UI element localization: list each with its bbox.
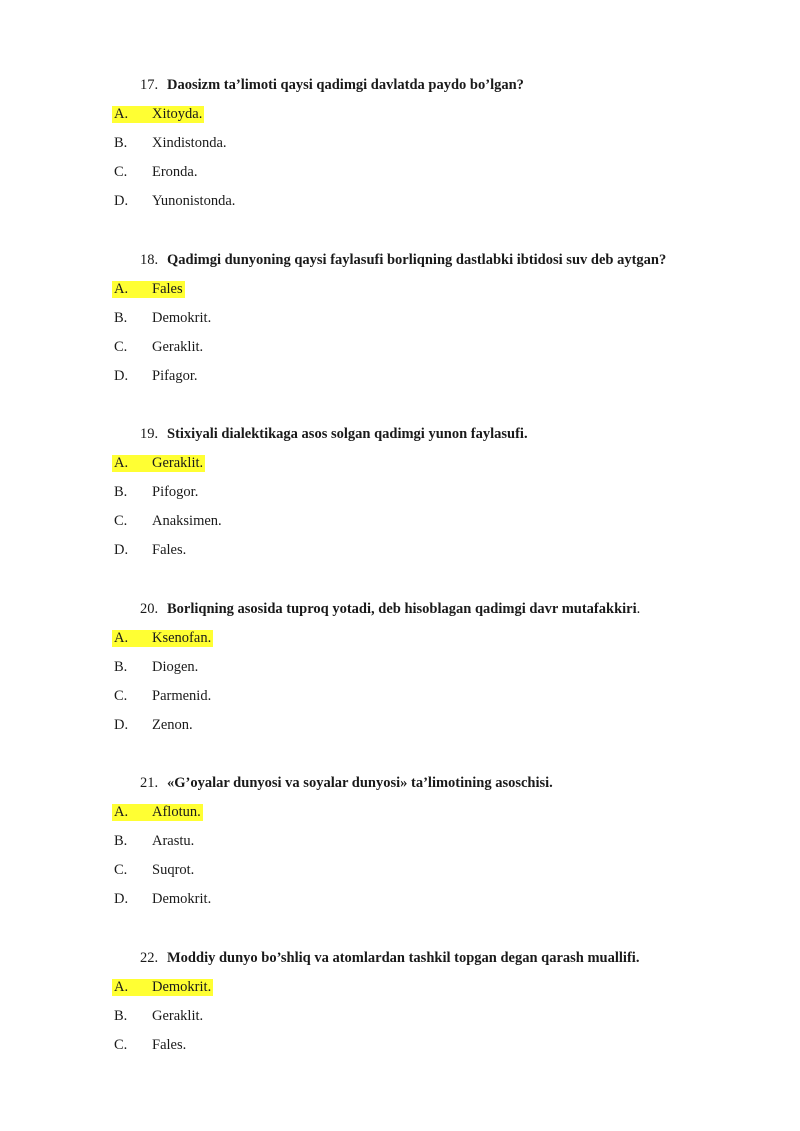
option-letter: B. (114, 1007, 128, 1024)
option-text: Zenon. (152, 716, 193, 733)
option-text: Pifagor. (152, 367, 198, 384)
option-letter: C. (114, 1036, 128, 1053)
option-letter: A. (114, 455, 129, 471)
option-letter: C. (114, 164, 128, 180)
question-number: 20. (140, 600, 159, 617)
option-letter: D. (114, 193, 129, 209)
option-letter: A. (114, 280, 129, 297)
option-text: Suqrot. (152, 862, 195, 878)
option-text: Geraklit. (152, 1007, 204, 1024)
option-letter: C. (114, 513, 128, 529)
option-text: Geraklit. (152, 455, 204, 471)
option-text: Demokrit. (152, 309, 212, 326)
option-text: Fales. (152, 542, 187, 558)
question-text: «G’oyalar dunyosi va soyalar dunyosi» ta’limotining asoschisi. (167, 775, 553, 791)
question-trailing-punctuation: . (636, 600, 641, 617)
option-text: Arastu. (152, 833, 195, 849)
question-number: 18. (140, 251, 159, 268)
question-text: Moddiy dunyo bo’shliq va atomlardan tashkil topgan degan qarash muallifi. (167, 949, 640, 966)
option-text: Yunonistonda. (152, 193, 236, 209)
question-number: 21. (140, 775, 159, 791)
question-line (140, 425, 528, 443)
option-text: Ksenofan. (152, 629, 212, 646)
option-letter: A. (114, 106, 129, 122)
option-text: Anaksimen. (152, 513, 222, 529)
option-letter: B. (114, 658, 128, 675)
question-number: 17. (140, 77, 159, 93)
question-text: Daosizm ta’limoti qaysi qadimgi davlatda paydo bo’lgan? (167, 77, 524, 93)
option-text: Aflotun. (152, 804, 201, 820)
option-text: Demokrit. (152, 891, 212, 907)
option-text: Parmenid. (152, 687, 212, 704)
question-number: 22. (140, 949, 159, 966)
question-line (140, 600, 640, 618)
question-text: Qadimgi dunyoning qaysi faylasufi borliqning dastlabki ibtidosi suv deb aytgan? (167, 251, 667, 268)
option-letter: B. (114, 309, 128, 326)
question-line (140, 774, 553, 792)
option-text: Fales (152, 280, 183, 297)
option-text: Geraklit. (152, 338, 204, 355)
option-letter: B. (114, 833, 128, 849)
option-letter: A. (114, 978, 129, 995)
option-letter: D. (114, 716, 129, 733)
option-text: Demokrit. (152, 978, 212, 995)
question-line (140, 949, 639, 967)
option-letter: D. (114, 367, 129, 384)
question-number: 19. (140, 426, 159, 442)
option-letter: D. (114, 891, 129, 907)
option-letter: C. (114, 687, 128, 704)
question-line (140, 251, 666, 269)
option-text: Xitoyda. (152, 106, 203, 122)
option-letter: C. (114, 338, 128, 355)
option-text: Xindistonda. (152, 135, 227, 151)
option-text: Fales. (152, 1036, 187, 1053)
option-text: Diogen. (152, 658, 199, 675)
question-text: Borliqning asosida tuproq yotadi, deb hisoblagan qadimgi davr mutafakkiri (167, 600, 637, 617)
option-letter: D. (114, 542, 129, 558)
option-letter: B. (114, 135, 128, 151)
option-letter: A. (114, 629, 129, 646)
option-text: Pifogor. (152, 484, 199, 500)
question-line (140, 76, 524, 94)
option-letter: C. (114, 862, 128, 878)
option-letter: B. (114, 484, 128, 500)
option-text: Eronda. (152, 164, 198, 180)
question-text: Stixiyali dialektikaga asos solgan qadimgi yunon faylasufi. (167, 426, 528, 442)
option-letter: A. (114, 804, 129, 820)
